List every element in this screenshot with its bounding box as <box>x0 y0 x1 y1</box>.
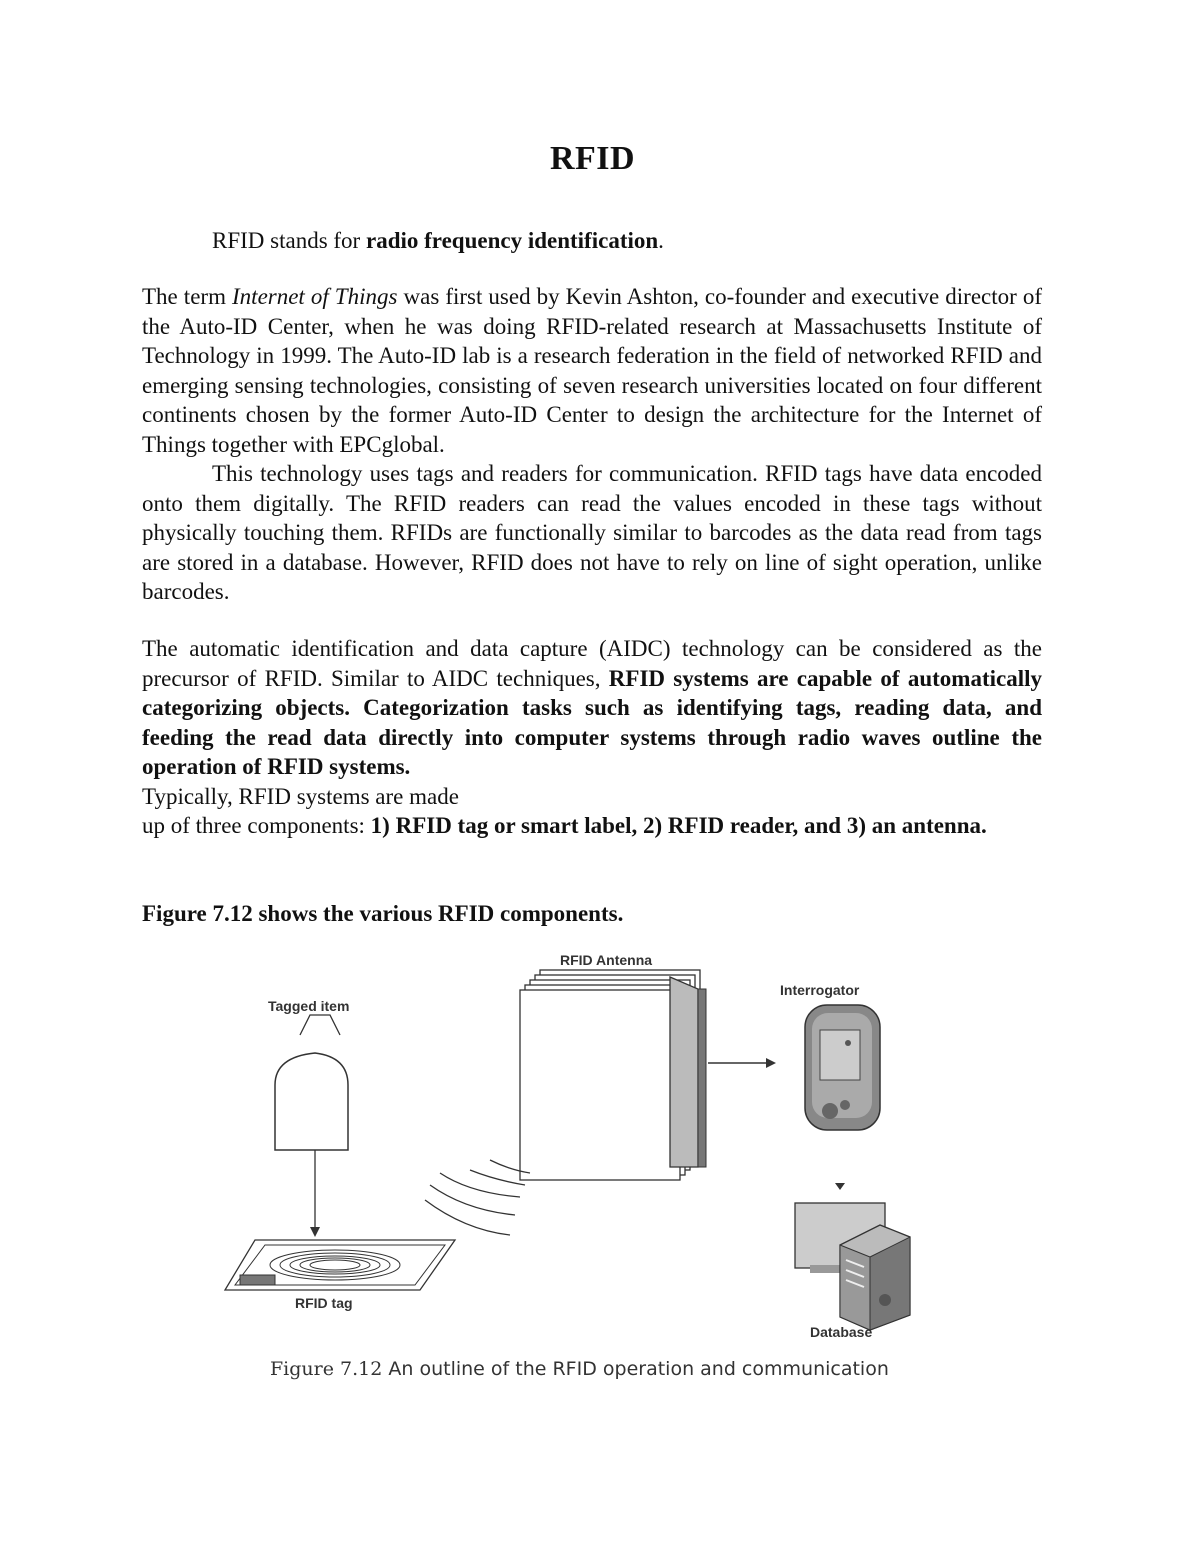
figure-caption-text: An outline of the RFID operation and communication <box>382 1358 889 1380</box>
components-lead: up of three components: <box>142 813 371 838</box>
definition-tail: . <box>658 228 664 253</box>
label-tagged-item: Tagged item <box>268 998 350 1014</box>
definition-bold: radio frequency identification <box>365 228 659 253</box>
paragraph-definition <box>142 226 1042 256</box>
label-antenna: RFID Antenna <box>560 952 653 968</box>
radio-waves-illustration <box>425 1160 530 1235</box>
components-bold: 1) RFID tag or smart label, 2) RFID reader, and 3) an antenna. <box>370 813 987 838</box>
reader-to-database-arrow <box>835 1183 845 1190</box>
antenna-to-reader-arrow <box>708 1058 776 1068</box>
history-lead: The term <box>142 284 233 309</box>
history-italic: Internet of Things <box>232 284 398 309</box>
figure-caption <box>270 1358 930 1380</box>
aidc-lead: The automatic identification and data capture (AIDC) technology can be considered as the precursor of RFID. Similar to AIDC techniques, <box>142 636 1042 691</box>
rfid-figure <box>220 945 940 1345</box>
tagged-item-illustration <box>275 1015 348 1237</box>
label-database: Database <box>810 1324 873 1340</box>
paragraph-technology: This technology uses tags and readers for communication. RFID tags have data encoded onto them digitally. The RFID readers can read the values encoded in these tags without physically touching them. RFIDs are functionally similar to barcodes as the data read from tags are stored in a database. However, RFID does not have to rely on line of sight operation, unlike barcodes. <box>142 461 1042 604</box>
interrogator-illustration <box>805 1005 880 1130</box>
figure-reference <box>142 899 1042 929</box>
page-title: RFID <box>549 140 636 177</box>
components-intro-line: Typically, RFID systems are made <box>142 783 459 809</box>
paragraph-aidc <box>142 634 1042 841</box>
aidc-bold: RFID systems are capable of automatically categorizing objects. Categorization tasks such as identifying tags, reading data, and feeding the read data directly into computer systems through radio waves outline the operation of RFID systems. <box>142 665 1042 779</box>
figure-reference-text: Figure 7.12 shows the various RFID components. <box>142 901 624 926</box>
figure-caption-prefix: Figure 7.12 <box>270 1358 383 1380</box>
definition-lead: RFID stands for <box>212 228 366 253</box>
antenna-illustration <box>520 970 706 1180</box>
paragraph-history <box>142 282 1042 607</box>
label-interrogator: Interrogator <box>780 982 860 998</box>
history-rest: was first used by Kevin Ashton, co-founder and executive director of the Auto-ID Center, when he was doing RFID-related research at Massachusetts Institute of Technology in 1999. The Auto-ID lab is a research federation in the field of networked RFID and emerging sensing technologies, consisting of seven research universities located on four different continents chosen by the former Auto-ID Center to design the architecture for the Internet of Things together with EPCglobal. <box>142 284 1043 457</box>
database-illustration <box>795 1203 910 1330</box>
label-rfid-tag: RFID tag <box>295 1295 353 1311</box>
rfid-tag-illustration <box>225 1240 455 1290</box>
